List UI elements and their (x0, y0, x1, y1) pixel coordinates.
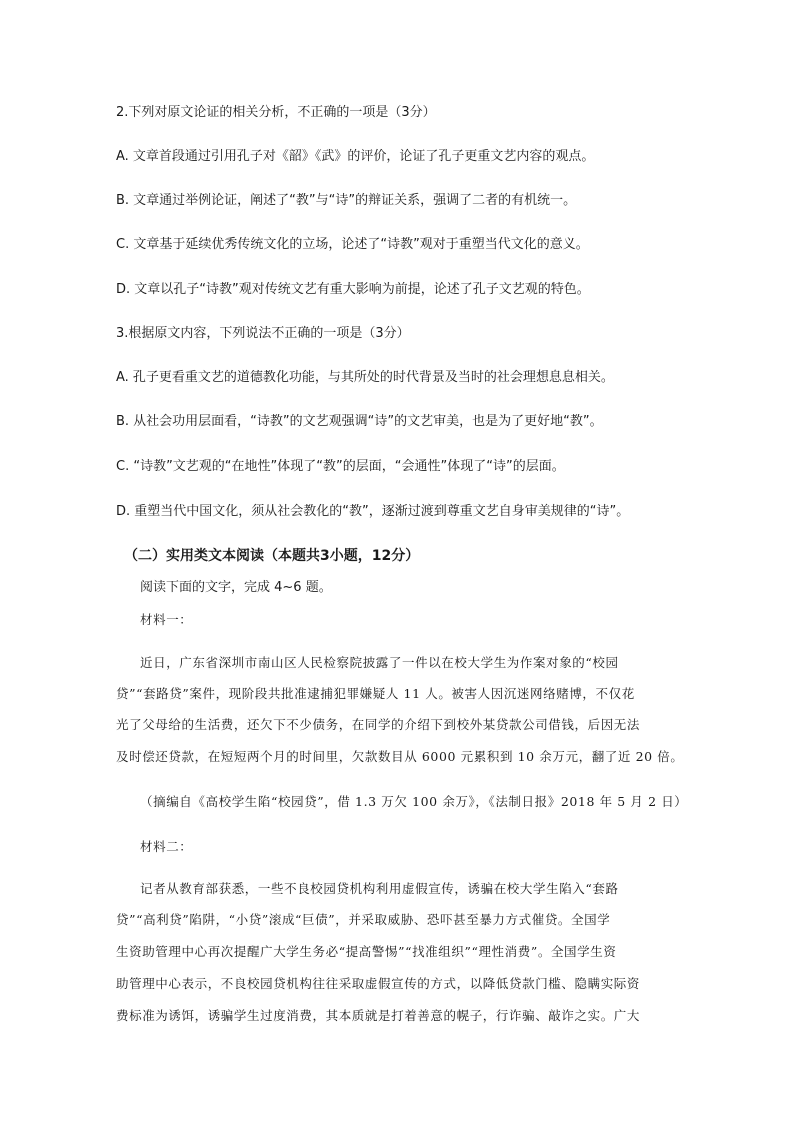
material-1-label: 材料一： (140, 612, 193, 627)
section-instructions: 阅读下面的文字，完成 4~6 题。 (140, 580, 332, 595)
question-3-option-a: A. 孔子更看重文艺的道德教化功能，与其所处的时代背景及当时的社会理想息息相关。 (116, 370, 614, 385)
question-3-option-c: C. “诗教”文艺观的“在地性”体现了“教”的层面，“会通性”体现了“诗”的层面。 (116, 459, 565, 474)
question-2-option-c: C. 文章基于延续优秀传统文化的立场，论述了“诗教”观对于重塑当代文化的意义。 (116, 237, 589, 252)
material-1-source: （摘编自《高校学生陷“校园贷”，借 1.3 万欠 100 余万》，《法制日报》2018 年 5 月 2 日） (140, 794, 688, 809)
material-2-line: 助管理中心表示，不良校园贷机构往往采取虚假宣传的方式，以降低贷款门槛、隐瞒实际资 (116, 976, 641, 991)
question-2-option-d: D. 文章以孔子“诗教”观对传统文艺有重大影响为前提，论述了孔子文艺观的特色。 (116, 282, 590, 297)
material-1-line: 光了父母给的生活费，还欠下不少债务，在同学的介绍下到校外某贷款公司借钱，后因无法 (116, 717, 641, 732)
material-2-label: 材料二： (140, 839, 193, 854)
section-title: （二）实用类文本阅读（本题共3小题，12分） (124, 548, 420, 564)
material-2-line: 费标准为诱饵，诱骗学生过度消费，其本质就是打着善意的幌子，行诈骗、敲诈之实。广大 (116, 1008, 641, 1023)
question-2-stem: 2.下列对原文论证的相关分析，不正确的一项是（3分） (116, 105, 436, 120)
question-3-option-b: B. 从社会功用层面看，“诗教”的文艺观强调“诗”的文艺审美，也是为了更好地“教”。 (116, 414, 603, 429)
material-2-line: 记者从教育部获悉，一些不良校园贷机构利用虚假宣传，诱骗在校大学生陷入“套路 (140, 881, 619, 896)
question-2-option-a: A. 文章首段通过引用孔子对《韶》《武》的评价，论证了孔子更重文艺内容的观点。 (116, 149, 595, 164)
question-3-option-d: D. 重塑当代中国文化，须从社会教化的“教”，逐渐过渡到尊重文艺自身审美规律的“诗”。 (116, 504, 630, 519)
material-1-line: 及时偿还贷款，在短短两个月的时间里，欠款数目从 6000 元累积到 10 余万元，翻了近 20 倍。 (116, 749, 684, 764)
question-3-stem: 3.根据原文内容，下列说法不正确的一项是（3分） (116, 326, 410, 341)
material-1-line: 贷”“套路贷”案件，现阶段共批准逮捕犯罪嫌疑人 11 人。被害人因沉迷网络赌博，不仅花 (116, 686, 635, 701)
material-2-line: 生资助管理中心再次提醒广大学生务必“提高警惕”“找准组织”“理性消费”。全国学生资 (116, 944, 617, 959)
material-2-line: 贷”“高利贷”陷阱，“小贷”滚成“巨债”，并采取威胁、恐吓甚至暴力方式催贷。全国学 (116, 912, 611, 927)
material-1-line: 近日，广东省深圳市南山区人民检察院披露了一件以在校大学生为作案对象的“校园 (140, 655, 619, 670)
question-2-option-b: B. 文章通过举例论证，阐述了“教”与“诗”的辩证关系，强调了二者的有机统一。 (116, 193, 577, 208)
